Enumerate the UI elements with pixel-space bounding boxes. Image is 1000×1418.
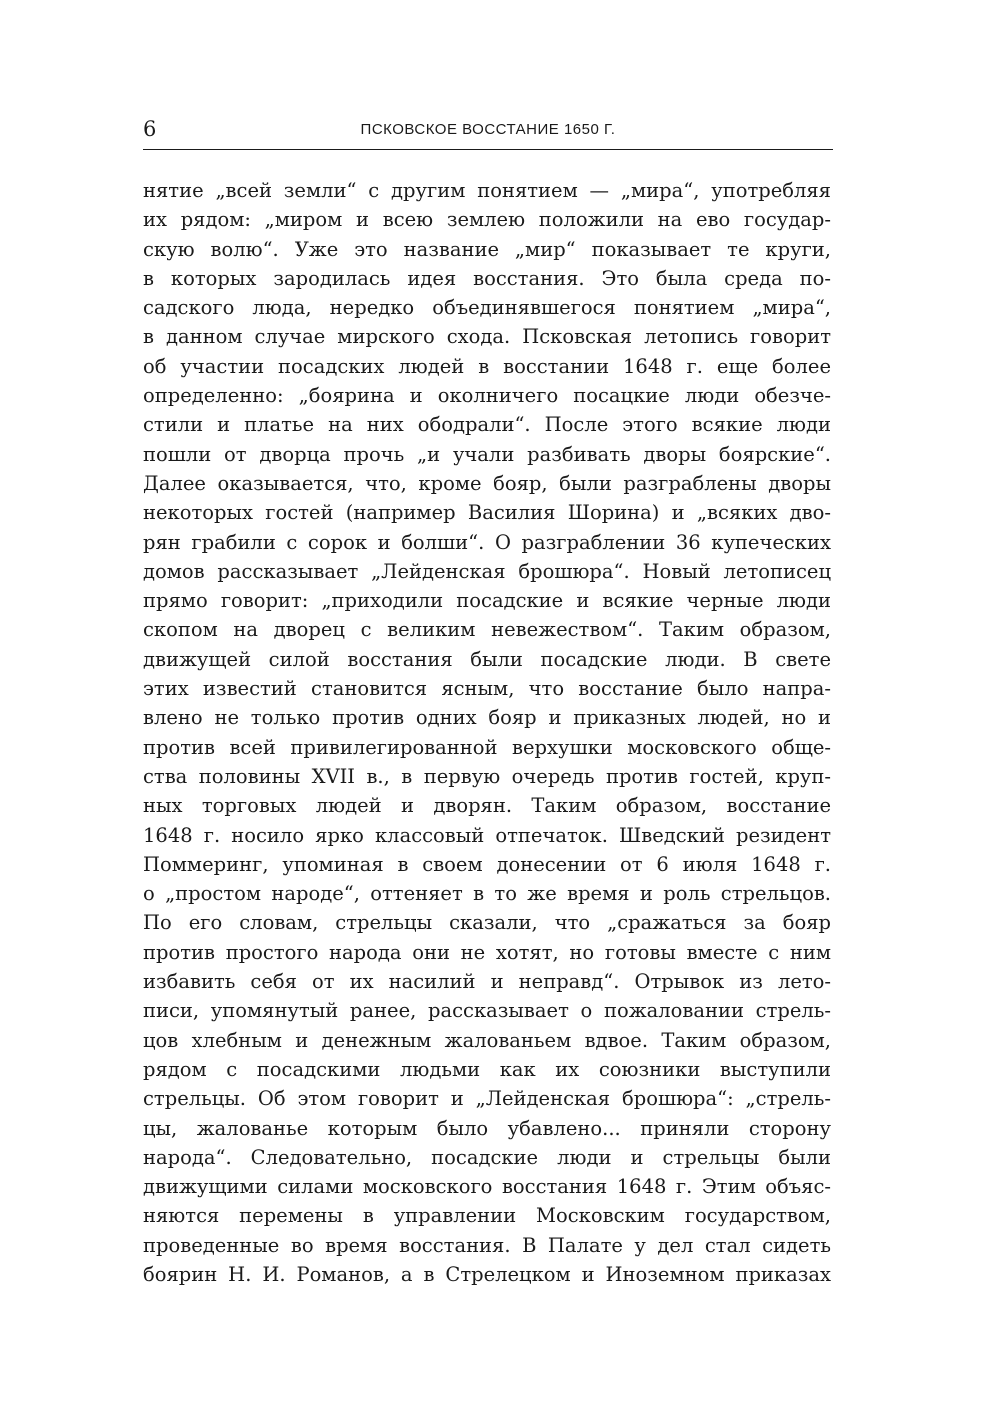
text-line: ных торговых людей и дворян. Таким образом, восстание — [143, 794, 831, 818]
text-line: о „простом народе“, оттеняет в то же время и роль стрельцов. — [143, 882, 831, 906]
text-line: По его словам, стрельцы сказали, что „сражаться за бояр — [143, 911, 831, 935]
page-number: 6 — [143, 117, 157, 141]
text-line: нятие „всей земли“ с другим понятием — „мира“, употребляя — [143, 179, 831, 202]
text-line: скую волю“. Уже это название „мир“ показывает те круги, — [143, 237, 831, 261]
text-line: домов рассказывает „Лейденская брошюра“. Новый летописец — [143, 559, 831, 583]
text-line: ства половины XVII в., в первую очередь против гостей, круп- — [143, 764, 831, 788]
text-line: стили и платье на них ободрали“. После этого всякие люди — [143, 413, 831, 437]
running-title: ПСКОВСКОЕ ВОССТАНИЕ 1650 Г. — [360, 121, 616, 138]
text-line: пошли от дворца прочь „и учали разбивать дворы боярские“. — [143, 442, 831, 466]
text-line: писи, упомянутый ранее, рассказывает о пожаловании стрель- — [143, 999, 831, 1023]
text-line: Далее оказывается, что, кроме бояр, были разграблены дворы — [143, 471, 831, 495]
text-line: движущими силами московского восстания 1648 г. Этим объяс- — [143, 1175, 831, 1199]
text-line: против простого народа они не хотят, но готовы вместе с ним — [143, 940, 831, 964]
text-line: против всей привилегированной верхушки московского обще- — [143, 735, 831, 759]
text-line: прямо говорит: „приходили посадские и всякие черные люди — [143, 589, 831, 613]
text-line: об участии посадских людей в восстании 1648 г. еще более — [143, 354, 831, 378]
text-line: скопом на дворец с великим невежеством“. Таким образом, — [143, 618, 831, 642]
text-line: цы, жалованье которым было убавлено... приняли сторону — [143, 1116, 831, 1140]
text-line: проведенные во время восстания. В Палате у дел стал сидеть — [143, 1233, 831, 1257]
page-header — [143, 117, 833, 147]
text-line: этих известий становится ясным, что восстание было напра- — [143, 677, 831, 701]
text-line: определенно: „боярина и околничего посацкие люди обезче- — [143, 384, 831, 408]
text-line: садского люда, нередко объединявшегося понятием „мира“, — [143, 296, 831, 320]
header-rule — [143, 149, 833, 150]
text-line: няются перемены в управлении Московским государством, — [143, 1204, 831, 1228]
text-line: в которых зародилась идея восстания. Это была среда по- — [143, 266, 831, 290]
text-line: влено не только против одних бояр и приказных людей, но и — [143, 706, 831, 730]
text-line: цов хлебным и денежным жалованьем вдвое. Таким образом, — [143, 1028, 831, 1052]
text-line: 1648 г. носило ярко классовый отпечаток. Шведский резидент — [143, 823, 831, 847]
text-line: их рядом: „миром и всею землею положили на ево государ- — [143, 208, 831, 232]
text-line: стрельцы. Об этом говорит и „Лейденская брошюра“: „стрель- — [143, 1087, 831, 1111]
text-line: движущей силой восстания были посадские люди. В свете — [143, 647, 831, 671]
text-line: народа“. Следовательно, посадские люди и стрельцы были — [143, 1145, 831, 1169]
text-line: некоторых гостей (например Василия Шорина) и „всяких дво- — [143, 501, 831, 525]
text-line: избавить себя от их насилий и неправд“. Отрывок из лето- — [143, 970, 831, 994]
text-line: Поммеринг, упоминая в своем донесении от 6 июля 1648 г. — [143, 852, 831, 876]
text-line: боярин Н. И. Романов, а в Стрелецком и Иноземном приказах — [143, 1262, 831, 1286]
text-line: рян грабили с сорок и болши“. О разграблении 36 купеческих — [143, 530, 831, 554]
text-line: в данном случае мирского схода. Псковская летопись говорит — [143, 325, 831, 349]
text-line: рядом с посадскими людьми как их союзники выступили — [143, 1057, 831, 1081]
body-text — [143, 176, 831, 1289]
